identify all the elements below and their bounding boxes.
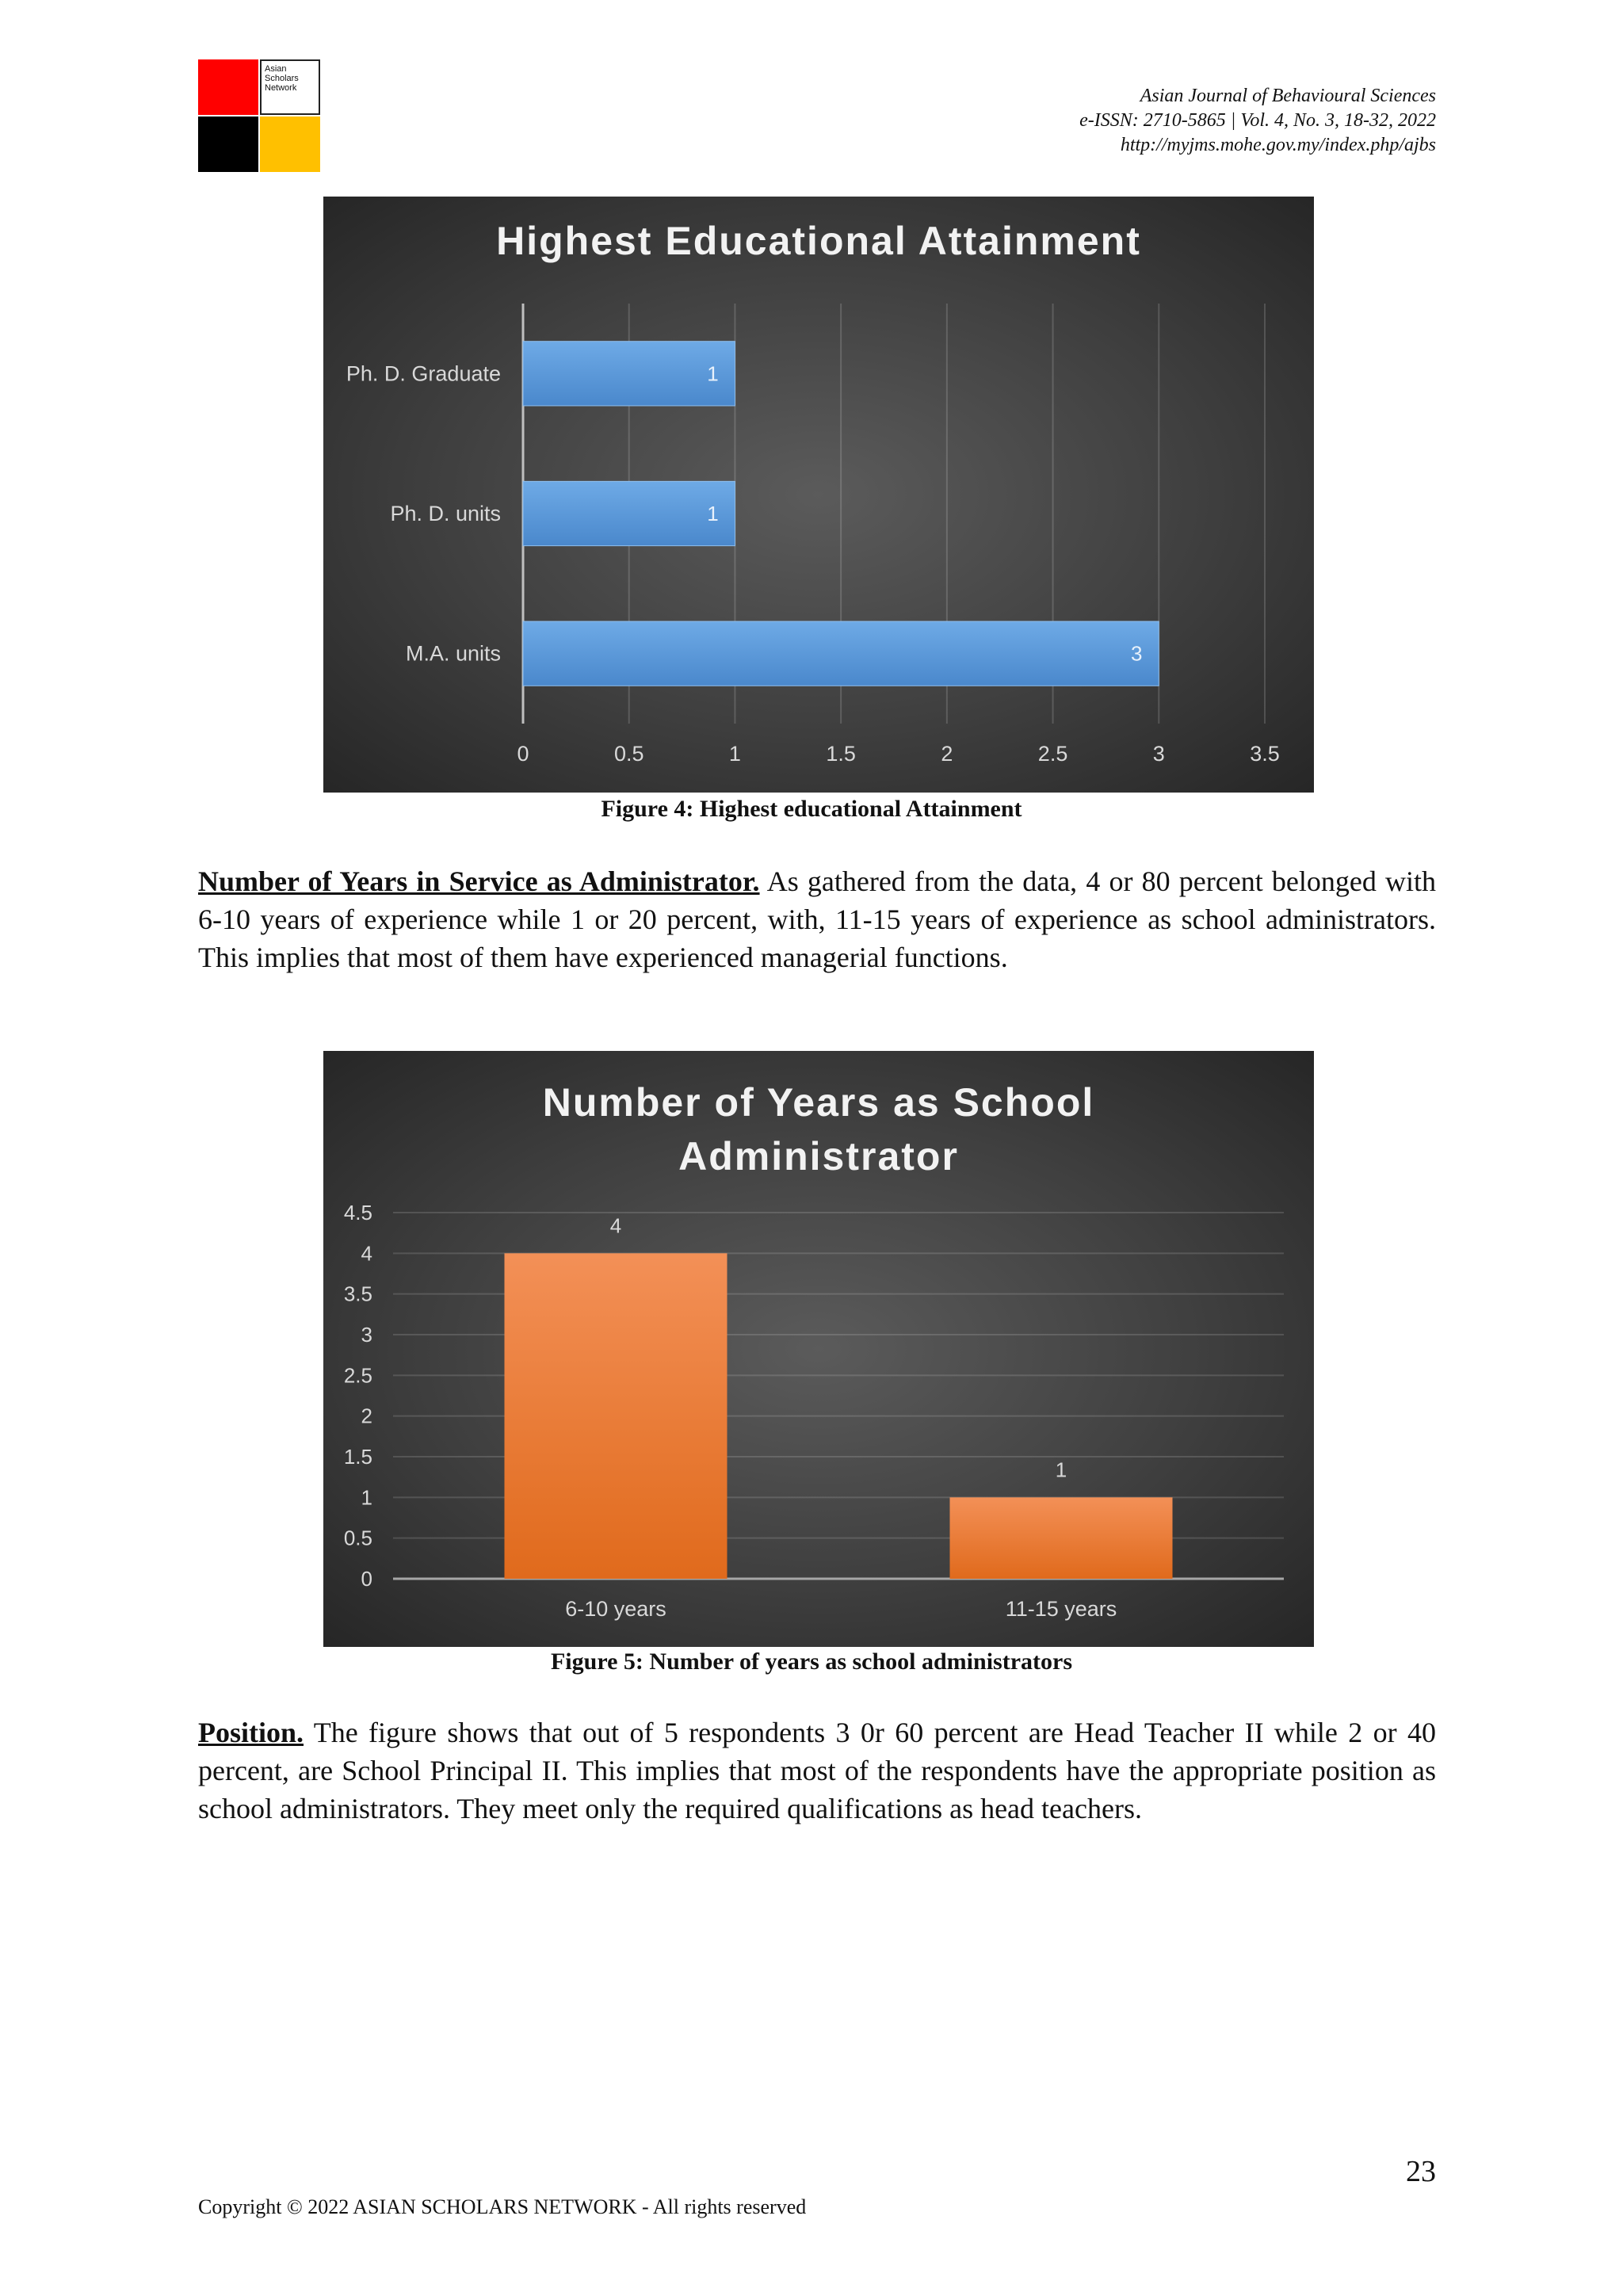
logo-red-square (198, 59, 258, 115)
journal-issn: e-ISSN: 2710-5865 | Vol. 4, No. 3, 18-32, 2022 (1079, 110, 1436, 131)
figure-4-caption: Figure 4: Highest educational Attainment (601, 796, 1022, 822)
chart-title-line: Number of Years as School (542, 1080, 1095, 1125)
x-tick-label: 2 (941, 742, 953, 766)
data-label: 1 (1055, 1457, 1067, 1482)
logo-text-line: Network (265, 83, 297, 93)
y-tick-label: 2 (361, 1404, 372, 1428)
category-label: 11-15 years (1005, 1597, 1117, 1621)
paragraph-text: As gathered from the data, 4 or 80 percent belonged with 6-10 years of experience while 1 or 20 percent, with, 11-15 years of experience as school administrators. This implies that most of them have experienced managerial functions. (198, 865, 1436, 973)
y-tick-label: 4.5 (343, 1201, 372, 1224)
highest-educational-attainment-chart (323, 197, 1314, 793)
y-tick-label: 4 (361, 1241, 372, 1266)
logo-text (265, 64, 299, 93)
bar (523, 342, 735, 406)
x-tick-label: 1 (728, 742, 741, 766)
paragraph-heading: Position. (198, 1717, 304, 1748)
category-label: Ph. D. units (390, 502, 501, 525)
copyright-notice: Copyright © 2022 ASIAN SCHOLARS NETWORK - All rights reserved (198, 2195, 807, 2218)
page-number: 23 (1406, 2155, 1436, 2188)
journal-url: http://myjms.mohe.gov.my/index.php/ajbs (1120, 135, 1436, 155)
years-as-school-administrator-chart (323, 1051, 1314, 1647)
y-tick-label: 1 (361, 1485, 372, 1510)
data-label: 1 (707, 502, 719, 525)
x-tick-label: 3.5 (1250, 742, 1280, 766)
bar (523, 621, 1159, 686)
y-tick-label: 0.5 (343, 1526, 372, 1550)
figure-5-caption: Figure 5: Number of years as school administrators (550, 1648, 1072, 1675)
x-tick-label: 3 (1152, 742, 1165, 766)
category-label: Ph. D. Graduate (346, 361, 501, 386)
paragraph-text: The figure shows that out of 5 respondents 3 0r 60 percent are Head Teacher II while 2 or 40 percent, are School Principal II. This implies that most of the respondents have the appropriate position as school administrators. They meet only the required qualifications as head teachers. (198, 1717, 1436, 1824)
y-tick-label: 2.5 (343, 1363, 372, 1388)
chart-title: Highest Educational Attainment (496, 219, 1141, 263)
journal-header (1079, 84, 1436, 158)
y-tick-label: 3.5 (343, 1282, 372, 1306)
position-paragraph (198, 1713, 1436, 1828)
chart-title-line: Administrator (678, 1134, 959, 1179)
journal-name: Asian Journal of Behavioural Sciences (1140, 86, 1436, 106)
category-label: M.A. units (405, 641, 501, 666)
paragraph-heading: Number of Years in Service as Administrator. (198, 865, 760, 897)
y-tick-label: 1.5 (343, 1445, 372, 1469)
bar (950, 1497, 1173, 1579)
asian-scholars-network-logo (198, 59, 322, 174)
logo-yellow-square (260, 117, 320, 172)
data-label: 4 (609, 1213, 622, 1238)
x-tick-label: 0.5 (613, 742, 644, 766)
y-tick-label: 0 (361, 1567, 372, 1591)
logo-text-line: Scholars (265, 74, 299, 83)
x-tick-label: 2.5 (1037, 742, 1068, 766)
logo-black-square (198, 117, 258, 172)
x-tick-label: 1.5 (826, 742, 856, 766)
logo-text-line: Asian (265, 64, 287, 74)
x-tick-label: 0 (517, 742, 529, 766)
bar (505, 1253, 727, 1579)
chart-svg (323, 197, 1314, 793)
years-in-service-paragraph (198, 862, 1436, 976)
bar (523, 481, 735, 545)
data-label: 3 (1131, 641, 1143, 666)
data-label: 1 (707, 361, 719, 386)
y-tick-label: 3 (361, 1323, 372, 1347)
chart-svg (323, 1051, 1314, 1647)
category-label: 6-10 years (565, 1597, 666, 1621)
